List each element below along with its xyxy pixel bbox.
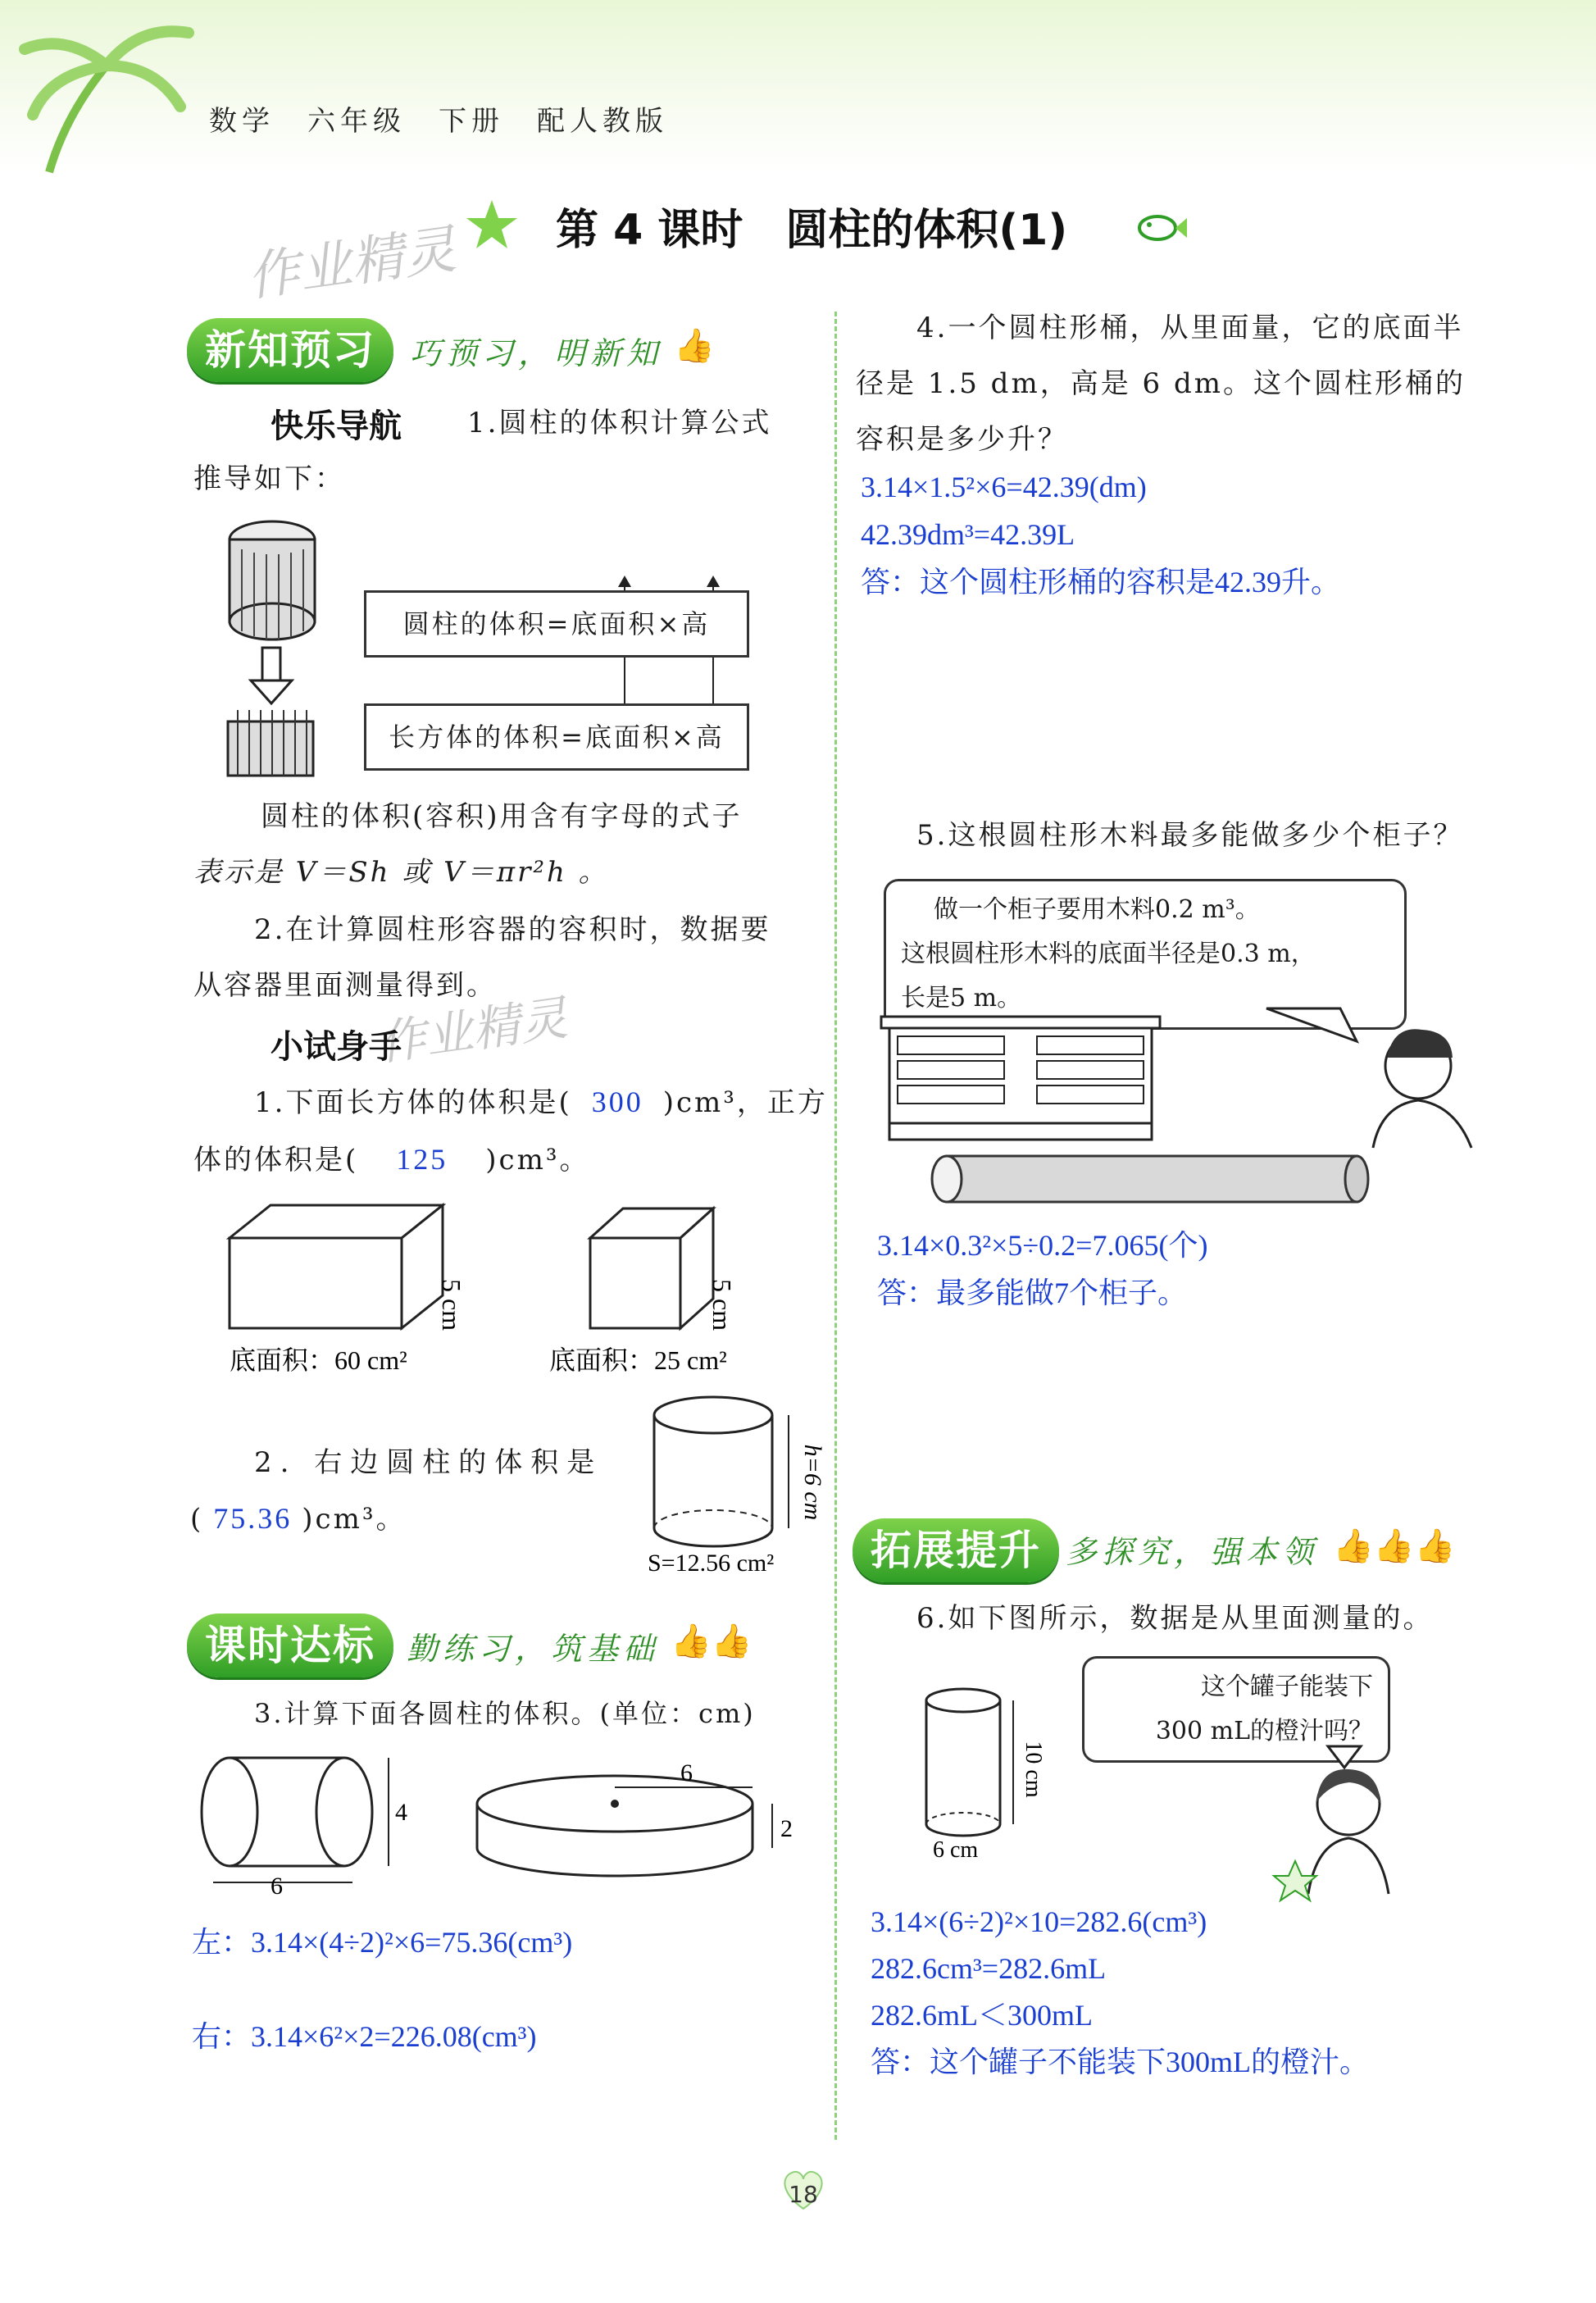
page-number: 18 xyxy=(789,2181,818,2208)
q3-right-diameter: 6 xyxy=(680,1759,693,1786)
q6-answer-1: 3.14×(6÷2)²×10=282.6(cm³) xyxy=(871,1905,1207,1938)
q2-line-b: ( 75.36 )cm³。 xyxy=(190,1502,407,1536)
q3-question: 3.计算下面各圆柱的体积。(单位：cm) xyxy=(254,1698,756,1729)
q5-speech-bubble xyxy=(884,879,1407,1030)
q5-bubble-line2: 这根圆柱形木料的底面半径是0.3 m， xyxy=(901,940,1316,968)
palm-decoration xyxy=(16,16,205,180)
q4-line3: 容积是多少升？ xyxy=(856,423,1068,456)
q4-answer-1: 3.14×1.5²×6=42.39(dm) xyxy=(861,471,1147,503)
cylinder-height-label: h=6 cm xyxy=(799,1444,826,1521)
star-icon xyxy=(463,197,521,254)
q6-answer-2: 282.6cm³=282.6mL xyxy=(871,1952,1107,1985)
q3-left-height: 4 xyxy=(395,1799,407,1826)
q6-answer-4: 答：这个罐子不能装下300mL的橙汁。 xyxy=(871,2046,1369,2078)
cube-base-label: 底面积：25 cm² xyxy=(549,1345,727,1375)
cuboid-figure xyxy=(230,1205,443,1328)
cuboid-side-label: 5 cm xyxy=(437,1279,466,1331)
formula-line1: 圆柱的体积(容积)用含有字母的式子 xyxy=(261,800,743,833)
nav-item1-b: 推导如下： xyxy=(193,462,345,495)
thumbs-up-icon: 👍 xyxy=(674,327,715,365)
q3-answer-right: 右：3.14×6²×2=226.08(cm³) xyxy=(192,2020,537,2053)
watermark: 作业精灵 xyxy=(243,219,460,309)
cabinet-figure xyxy=(881,1017,1160,1140)
nav-item1-a: 1.圆柱的体积计算公式 xyxy=(467,407,772,439)
q6-can-figure xyxy=(918,1681,1049,1861)
thumbs-up-icon-2: 👍👍 xyxy=(671,1623,753,1660)
q6-diameter-label: 6 cm xyxy=(933,1837,979,1863)
q5-answer-1: 3.14×0.3²×5÷0.2=7.065(个) xyxy=(877,1229,1208,1262)
q3-right-height: 2 xyxy=(780,1815,793,1842)
cylinder-base-label: S=12.56 cm² xyxy=(648,1550,775,1577)
q4-answer-3: 答：这个圆柱形桶的容积是42.39升。 xyxy=(861,566,1341,599)
q6-bubble-line1: 这个罐子能装下 xyxy=(1201,1673,1373,1701)
q3-answer-left: 左：3.14×(4÷2)²×6=75.36(cm³) xyxy=(192,1926,573,1959)
q1-line-a: 1.下面长方体的体积是( 300 )cm³，正方 xyxy=(254,1086,828,1119)
section-badge-preview: 新知预习 xyxy=(187,318,393,382)
nav-item2-b: 从容器里面测量得到。 xyxy=(193,969,497,1002)
header-band xyxy=(0,0,1596,172)
q5-answer-2: 答：最多能做7个柜子。 xyxy=(877,1277,1188,1309)
section-slogan-preview: 巧预习，明新知 xyxy=(410,335,663,371)
q4-line1: 4.一个圆柱形桶，从里面量，它的底面半 xyxy=(916,312,1464,344)
q3-cylinders xyxy=(189,1738,820,1902)
q6-height-label: 10 cm xyxy=(1021,1741,1046,1798)
q2-answer: 75.36 xyxy=(213,1502,293,1535)
q3-left-width: 6 xyxy=(271,1873,283,1900)
cylinder-figure xyxy=(648,1394,826,1582)
watermark-2: 作业精灵 xyxy=(375,990,571,1072)
column-divider xyxy=(834,312,837,2140)
q5-question: 5.这根圆柱形木料最多能做多少个柜子？ xyxy=(916,819,1464,852)
q4-answer-2: 42.39dm³=42.39L xyxy=(861,518,1075,551)
formula-box-cuboid: 长方体的体积=底面积×高 xyxy=(364,703,749,771)
lesson-title: 第 4 课时 圆柱的体积(1) xyxy=(556,206,1068,255)
fish-icon xyxy=(1131,203,1189,253)
q1-line-b: 体的体积是( 125 )cm³。 xyxy=(193,1143,590,1177)
cuboid-base-label: 底面积：60 cm² xyxy=(230,1345,407,1375)
lying-cylinder xyxy=(202,1758,389,1882)
section-slogan-extend: 多探究，强本领 xyxy=(1066,1534,1319,1570)
try-title: 小试身手 xyxy=(271,1028,402,1066)
q5-bubble-line1: 做一个柜子要用木料0.2 m³。 xyxy=(934,895,1260,924)
thumbs-up-icon-3: 👍👍👍 xyxy=(1333,1527,1456,1565)
q4-line2: 径是 1.5 dm，高是 6 dm。这个圆柱形桶的 xyxy=(856,367,1466,400)
section-slogan-practice: 勤练习，筑基础 xyxy=(407,1631,660,1667)
q1-answer-cuboid: 300 xyxy=(591,1086,643,1118)
thinking-man-figure xyxy=(1373,1029,1471,1148)
cube-side-label: 5 cm xyxy=(707,1279,737,1331)
q6-answer-3: 282.6mL＜300mL xyxy=(871,1999,1093,2032)
down-arrow-icon xyxy=(251,648,292,703)
cylinder-sliced-figure xyxy=(230,521,315,639)
cube-figure xyxy=(590,1208,713,1328)
q1-answer-cube: 125 xyxy=(396,1143,448,1176)
section-badge-extend: 拓展提升 xyxy=(853,1518,1059,1582)
nav-title: 快乐导航 xyxy=(271,407,402,445)
section-badge-practice: 课时达标 xyxy=(187,1613,393,1677)
formula-line2: 表示是 V＝Sh 或 V＝πr²h 。 xyxy=(193,856,609,889)
nav-item2-a: 2.在计算圆柱形容器的容积时，数据要 xyxy=(254,913,771,946)
header-subject-line: 数学 六年级 下册 配人教版 xyxy=(209,105,668,138)
cuboid-and-cube-figures xyxy=(213,1197,820,1377)
q6-bubble-line2: 300 mL的橙汁吗？ xyxy=(1155,1717,1373,1745)
cuboid-sliced-figure xyxy=(228,710,313,776)
q6-girl-figure xyxy=(1279,1746,1410,1902)
flat-cylinder xyxy=(477,1776,772,1876)
q2-line-a: 2. 右边圆柱的体积是 xyxy=(254,1446,603,1479)
bubble-tail xyxy=(1266,1008,1357,1041)
formula-box-cylinder: 圆柱的体积=底面积×高 xyxy=(364,590,749,658)
q5-bubble-line3: 长是5 m。 xyxy=(901,984,1022,1013)
log-figure xyxy=(932,1156,1368,1202)
q6-question: 6.如下图所示，数据是从里面测量的。 xyxy=(916,1602,1434,1635)
